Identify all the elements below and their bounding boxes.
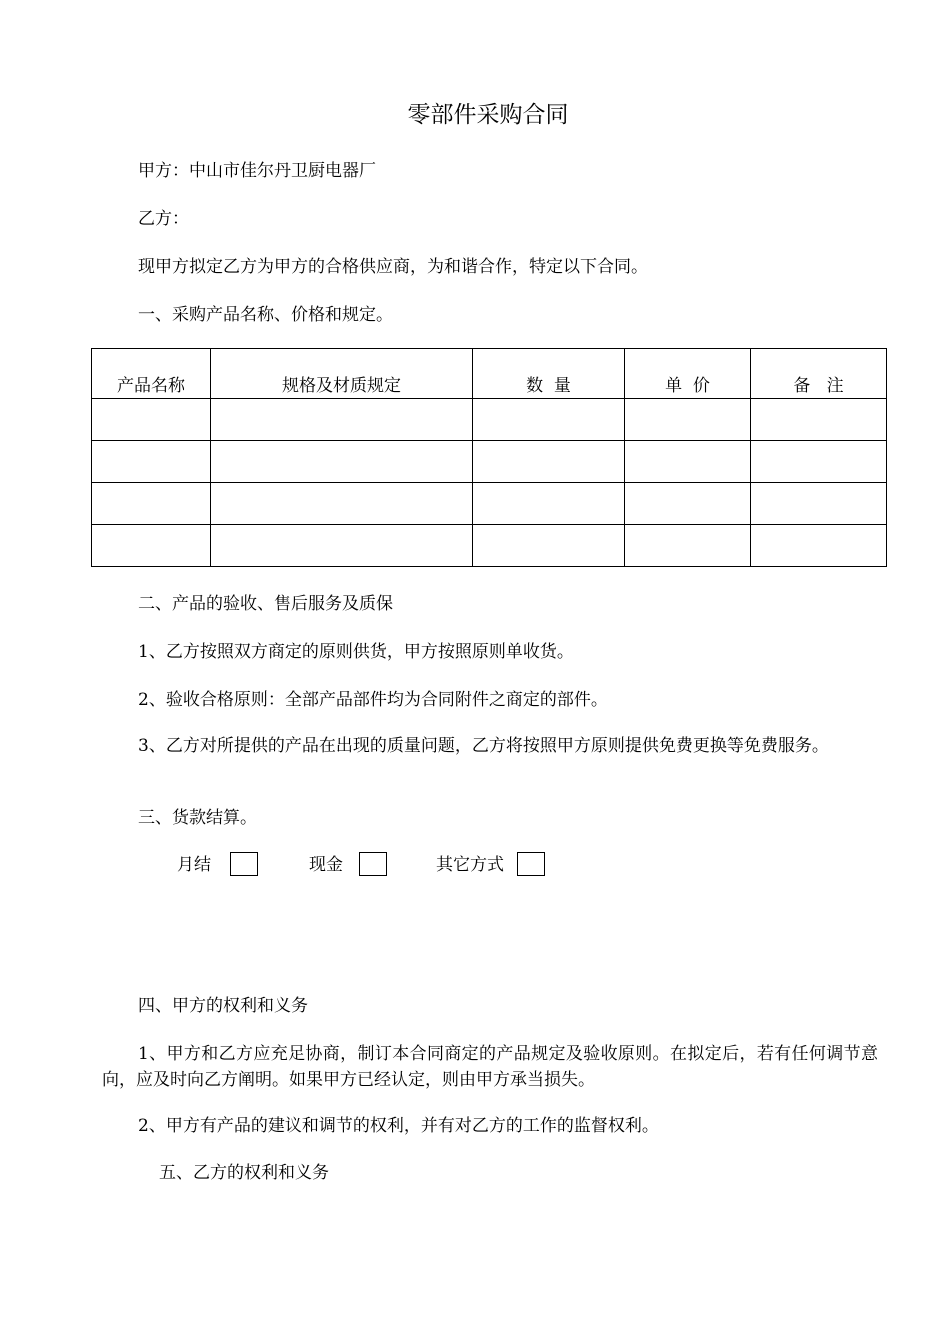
table-row: [92, 441, 887, 483]
table-cell: [625, 525, 751, 567]
party-b: 乙方：: [138, 209, 189, 229]
section-5-heading: 五、乙方的权利和义务: [159, 1163, 329, 1183]
table-cell: [625, 441, 751, 483]
table-row: [92, 399, 887, 441]
payment-option-cash-checkbox[interactable]: [359, 852, 387, 876]
table-cell: [211, 483, 473, 525]
header-unit-price: 单 价: [625, 349, 751, 399]
table-cell: [751, 441, 887, 483]
section-2-item-2: 2、验收合格原则：全部产品部件均为合同附件之商定的部件。: [138, 690, 608, 710]
table-cell: [211, 399, 473, 441]
table-cell: [751, 525, 887, 567]
table-cell: [473, 441, 625, 483]
section-2-item-3: 3、乙方对所提供的产品在出现的质量问题，乙方将按照甲方原则提供免费更换等免费服务。: [138, 736, 829, 756]
payment-option-other-label: 其它方式: [436, 855, 504, 875]
table-cell: [625, 399, 751, 441]
table-cell: [473, 399, 625, 441]
party-a: 甲方：中山市佳尔丹卫厨电器厂: [138, 161, 376, 181]
table-row: [92, 525, 887, 567]
table-cell: [92, 525, 211, 567]
section-3-heading: 三、货款结算。: [138, 808, 257, 828]
payment-option-other-checkbox[interactable]: [517, 852, 545, 876]
section-1-heading: 一、采购产品名称、价格和规定。: [138, 305, 393, 325]
table-cell: [92, 441, 211, 483]
section-2-item-1: 1、乙方按照双方商定的原则供货，甲方按照原则单收货。: [138, 642, 574, 662]
table-cell: [625, 483, 751, 525]
table-cell: [211, 525, 473, 567]
table-cell: [211, 441, 473, 483]
header-quantity: 数 量: [473, 349, 625, 399]
section-4-item-1: 1、甲方和乙方应充足协商，制订本合同商定的产品规定及验收原则。在拟定后，若有任何调节意向，应及时向乙方阐明。如果甲方已经认定，则由甲方承当损失。: [102, 1044, 878, 1090]
product-spec-table: [91, 348, 887, 567]
payment-option-monthly-label: 月结: [177, 855, 211, 875]
payment-option-monthly-checkbox[interactable]: [230, 852, 258, 876]
section-4-heading: 四、甲方的权利和义务: [138, 996, 308, 1016]
contract-title: 零部件采购合同: [407, 102, 569, 128]
table-cell: [751, 483, 887, 525]
section-2-heading: 二、产品的验收、售后服务及质保: [138, 594, 393, 614]
table-cell: [92, 483, 211, 525]
table-cell: [751, 399, 887, 441]
header-product-name: 产品名称: [92, 349, 211, 399]
header-spec-material: 规格及材质规定: [211, 349, 473, 399]
table-cell: [473, 525, 625, 567]
table-header-row: [92, 349, 887, 399]
table-row: [92, 483, 887, 525]
payment-option-cash-label: 现金: [309, 855, 343, 875]
header-remarks: 备 注: [751, 349, 887, 399]
intro-paragraph: 现甲方拟定乙方为甲方的合格供应商，为和谐合作，特定以下合同。: [138, 257, 648, 277]
section-4-item-2: 2、甲方有产品的建议和调节的权利，并有对乙方的工作的监督权利。: [138, 1116, 659, 1136]
table-cell: [92, 399, 211, 441]
table-cell: [473, 483, 625, 525]
